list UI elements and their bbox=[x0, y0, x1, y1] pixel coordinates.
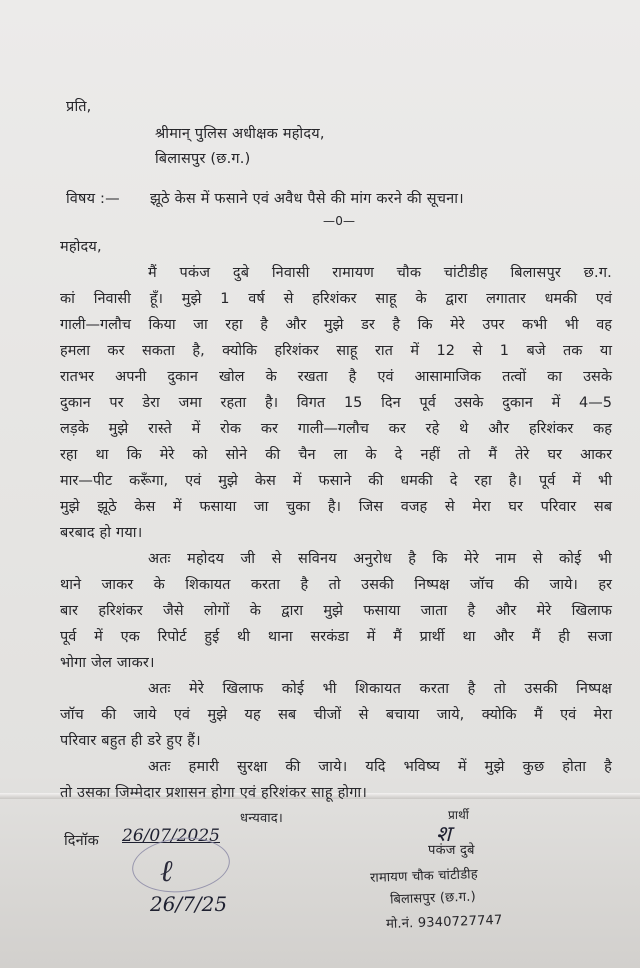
body-line: दुकान पर डेरा जमा रहता है। विगत 15 दिन पूर्व उसके दुकान में 4—5 bbox=[60, 395, 612, 411]
body-line: मार—पीट करूँगा, एवं मुझे केस में फसाने की धमकी दे रहा है। पूर्व में भी bbox=[60, 473, 612, 489]
stamp-date: 26/7/25 bbox=[150, 892, 228, 916]
body-line: भोगा जेल जाकर। bbox=[60, 655, 155, 671]
salutation-prati: प्रति, bbox=[66, 99, 92, 115]
body-line: अतः मेरे खिलाफ कोई भी शिकायत करता है तो उसकी निष्पक्ष bbox=[148, 681, 612, 697]
body-line: बरबाद हो गया। bbox=[60, 525, 143, 541]
body-line: रातभर अपनी दुकान खोल के रखता है एवं आसामाजिक तत्वों का उसके bbox=[60, 369, 612, 385]
body-line: हमला कर सकता है, क्योकि हरिशंकर साहू रात में 12 से 1 बजे तक या bbox=[60, 343, 612, 359]
body-line: गाली—गलौच किया जा रहा है और मुझे डर है कि मेरे उपर कभी भी वह bbox=[60, 317, 612, 333]
prarthi-label: प्रार्थी bbox=[448, 808, 470, 822]
body-line: कां निवासी हूँ। मुझे 1 वर्ष से हरिशंकर साहू के द्वारा लगातार धमकी एवं bbox=[60, 291, 612, 307]
recipient-line-1: श्रीमान् पुलिस अधीक्षक महोदय, bbox=[155, 126, 325, 142]
body-line: थाने जाकर के शिकायत करता है तो उसकी निष्पक्ष जॉच की जाये। हर bbox=[60, 577, 612, 593]
dhanyavad: धन्यवाद। bbox=[240, 811, 283, 826]
separator: —0— bbox=[323, 214, 356, 228]
sender-address-1: रामायण चौक चांटीडीह bbox=[369, 867, 479, 886]
salutation-mahoday: महोदय, bbox=[60, 239, 102, 255]
sender-name: पकंज दुबे bbox=[428, 843, 475, 858]
body-line: अतः हमारी सुरक्षा की जाये। यदि भविष्य में मुझे कुछ होता है bbox=[148, 759, 612, 775]
body-line: रहा था कि मेरे को सोने की चैन ला के दे नहीं तो मैं तेरे घर आकर bbox=[60, 447, 612, 463]
signature: श bbox=[436, 822, 451, 847]
body-line: मुझे झूठे केस में फसाया जा चुका है। जिस वजह से मेरा घर परिवार सब bbox=[60, 499, 612, 515]
body-line: पूर्व में एक रिपोर्ट हुई थी थाना सरकंडा में मैं प्रार्थी था और मैं ही सजा bbox=[60, 629, 612, 645]
recipient-line-2: बिलासपुर (छ.ग.) bbox=[155, 151, 251, 167]
date-label: दिनॉक bbox=[64, 833, 99, 849]
subject-text: झूठे केस में फसाने एवं अवैध पैसे की मांग करने की सूचना। bbox=[150, 191, 464, 207]
sender-mobile: मो.नं. 9340727747 bbox=[385, 912, 503, 933]
body-line: अतः महोदय जी से सविनय अनुरोध है कि मेरे नाम से कोई भी bbox=[148, 551, 612, 567]
subject-label: विषय :— bbox=[66, 191, 120, 207]
body-line: मैं पकंज दुबे निवासी रामायण चौक चांटीडीह बिलासपुर छ.ग. bbox=[148, 265, 612, 281]
body-line: परिवार बहुत ही डरे हुए हैं। bbox=[60, 733, 201, 749]
body-line: तो उसका जिम्मेदार प्रशासन होगा एवं हरिशंकर साहू होगा। bbox=[60, 785, 368, 801]
body-line: जॉच की जाये एवं मुझे यह सब चीजों से बचाया जाये, क्योकि मैं एवं मेरा bbox=[60, 707, 612, 723]
date-value: 26/07/2025 bbox=[122, 826, 220, 846]
body-line: लड़के मुझे रास्ते में रोक कर गाली—गलौच कर रहे थे और हरिशंकर कह bbox=[60, 421, 612, 437]
sender-address-2: बिलासपुर (छ.ग.) bbox=[389, 889, 477, 908]
body-line: बार हरिशंकर जैसे लोगों के द्वारा मुझे फसाया जाता है और मेरे खिलाफ bbox=[60, 603, 612, 619]
stamp-signature: ℓ bbox=[160, 854, 173, 889]
